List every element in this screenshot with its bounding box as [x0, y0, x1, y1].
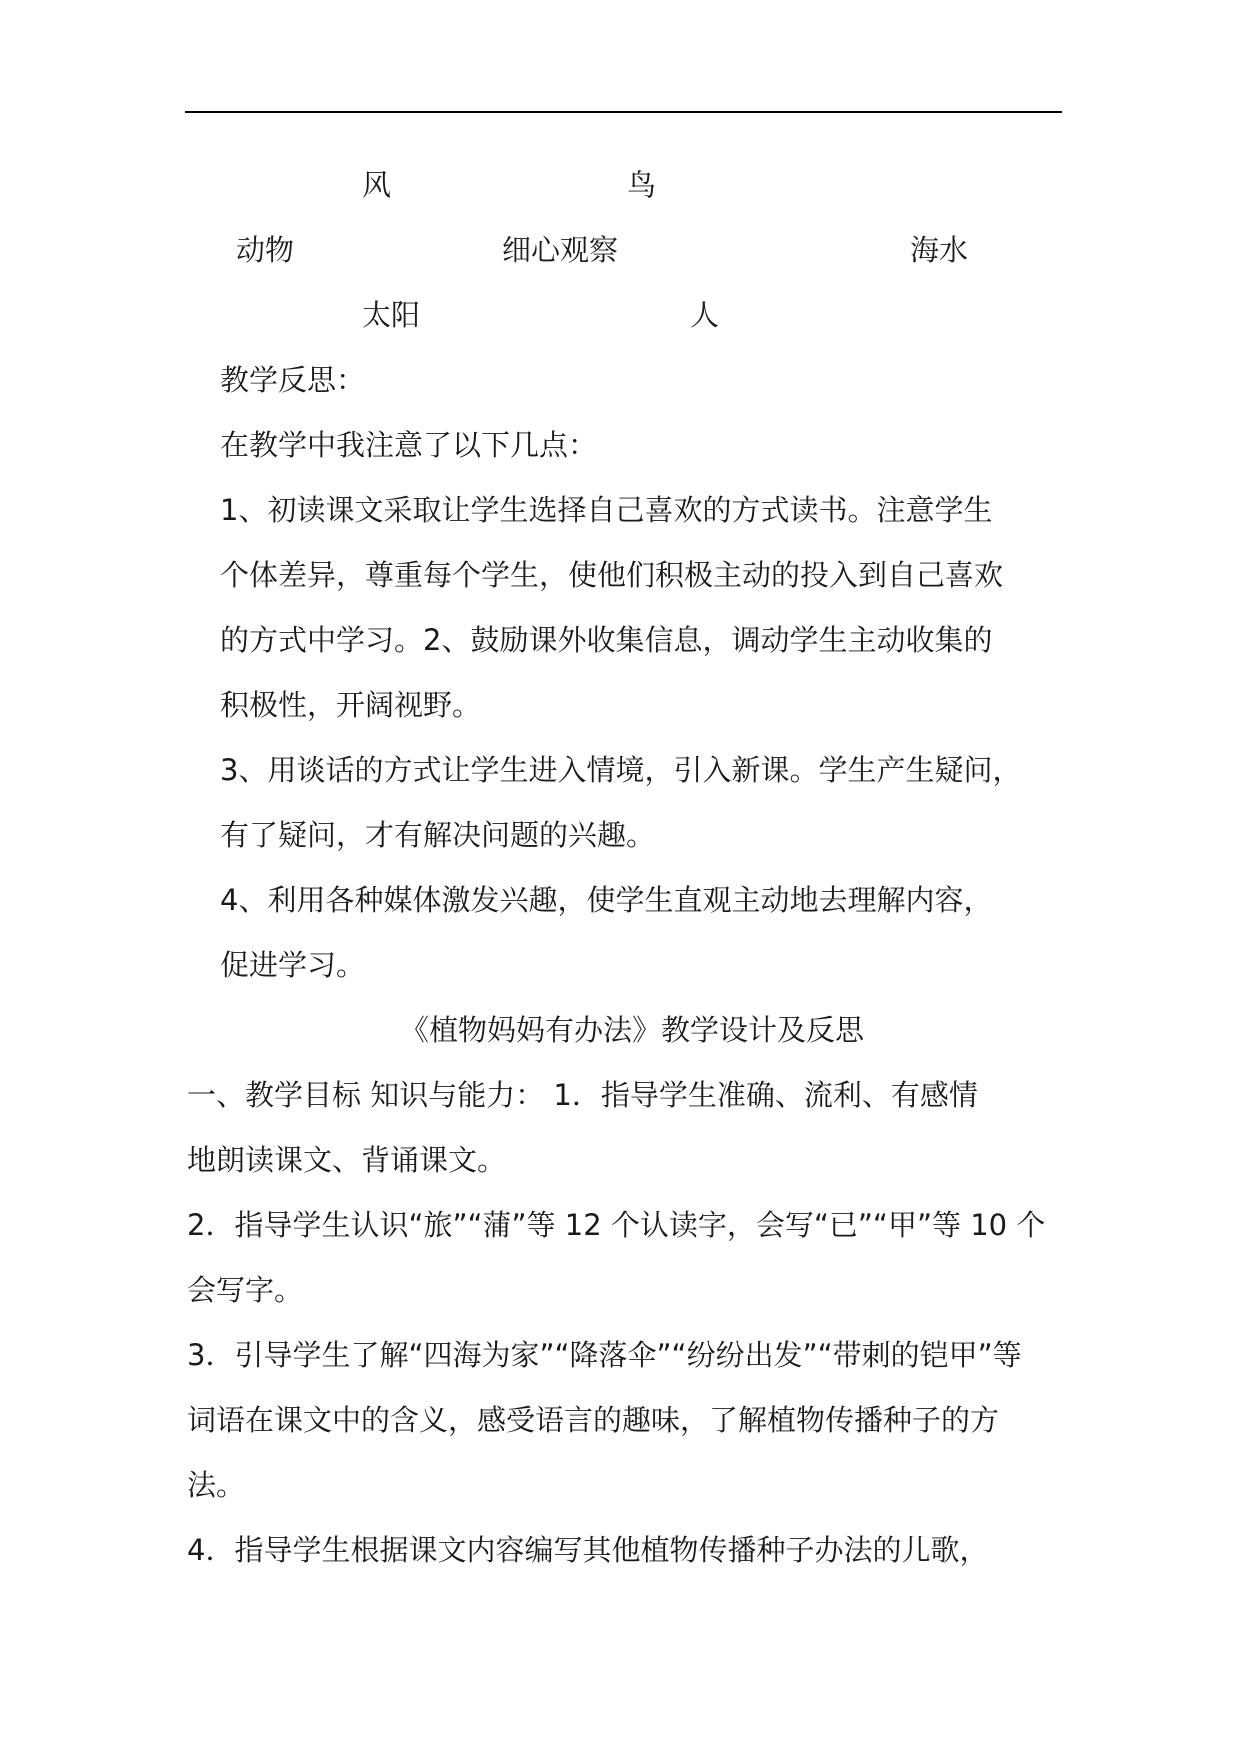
- word-center: 细心观察: [502, 233, 619, 267]
- reflection-p3-line-1: 3、用谈话的方式让学生进入情境，引入新课。学生产生疑问，: [220, 753, 1022, 787]
- reflection-p4-line-1: 4、利用各种媒体激发兴趣，使学生直观主动地去理解内容，: [220, 883, 993, 917]
- design-line-7: 法。: [187, 1468, 246, 1502]
- word-sun: 太阳: [362, 298, 421, 332]
- word-seawater: 海水: [910, 233, 969, 267]
- design-line-8: 4．指导学生根据课文内容编写其他植物传播种子办法的儿歌，: [187, 1533, 989, 1567]
- reflection-p1-line-2: 个体差异，尊重每个学生，使他们积极主动的投入到自己喜欢: [220, 558, 1004, 592]
- reflection-heading: 教学反思：: [220, 363, 366, 397]
- design-line-2: 地朗读课文、背诵课文。: [187, 1143, 507, 1177]
- reflection-p1-line-1: 1、初读课文采取让学生选择自己喜欢的方式读书。注意学生: [220, 493, 993, 527]
- reflection-p3-line-2: 有了疑问，才有解决问题的兴趣。: [220, 818, 656, 852]
- word-wind: 风: [362, 168, 392, 202]
- word-animal: 动物: [236, 233, 295, 267]
- design-title: 《植物妈妈有办法》教学设计及反思: [400, 1013, 865, 1047]
- design-line-3: 2．指导学生认识“旅”“蒲”等 12 个认读字，会写“已”“甲”等 10 个: [187, 1208, 1046, 1242]
- word-bird: 鸟: [627, 168, 657, 202]
- reflection-p4-line-2: 促进学习。: [220, 948, 366, 982]
- word-person: 人: [690, 298, 720, 332]
- design-line-6: 词语在课文中的含义，感受语言的趣味，了解植物传播种子的方: [187, 1403, 1000, 1437]
- design-line-4: 会写字。: [187, 1273, 304, 1307]
- reflection-intro: 在教学中我注意了以下几点：: [220, 428, 598, 462]
- header-rule: [185, 111, 1062, 113]
- reflection-p1-line-3: 的方式中学习。2、鼓励课外收集信息，调动学生主动收集的: [220, 623, 993, 657]
- design-line-5: 3．引导学生了解“四海为家”“降落伞”“纷纷出发”“带刺的铠甲”等: [187, 1338, 1022, 1372]
- design-line-1: 一、教学目标 知识与能力： 1．指导学生准确、流利、有感情: [187, 1078, 978, 1112]
- reflection-p1-line-4: 积极性，开阔视野。: [220, 688, 482, 722]
